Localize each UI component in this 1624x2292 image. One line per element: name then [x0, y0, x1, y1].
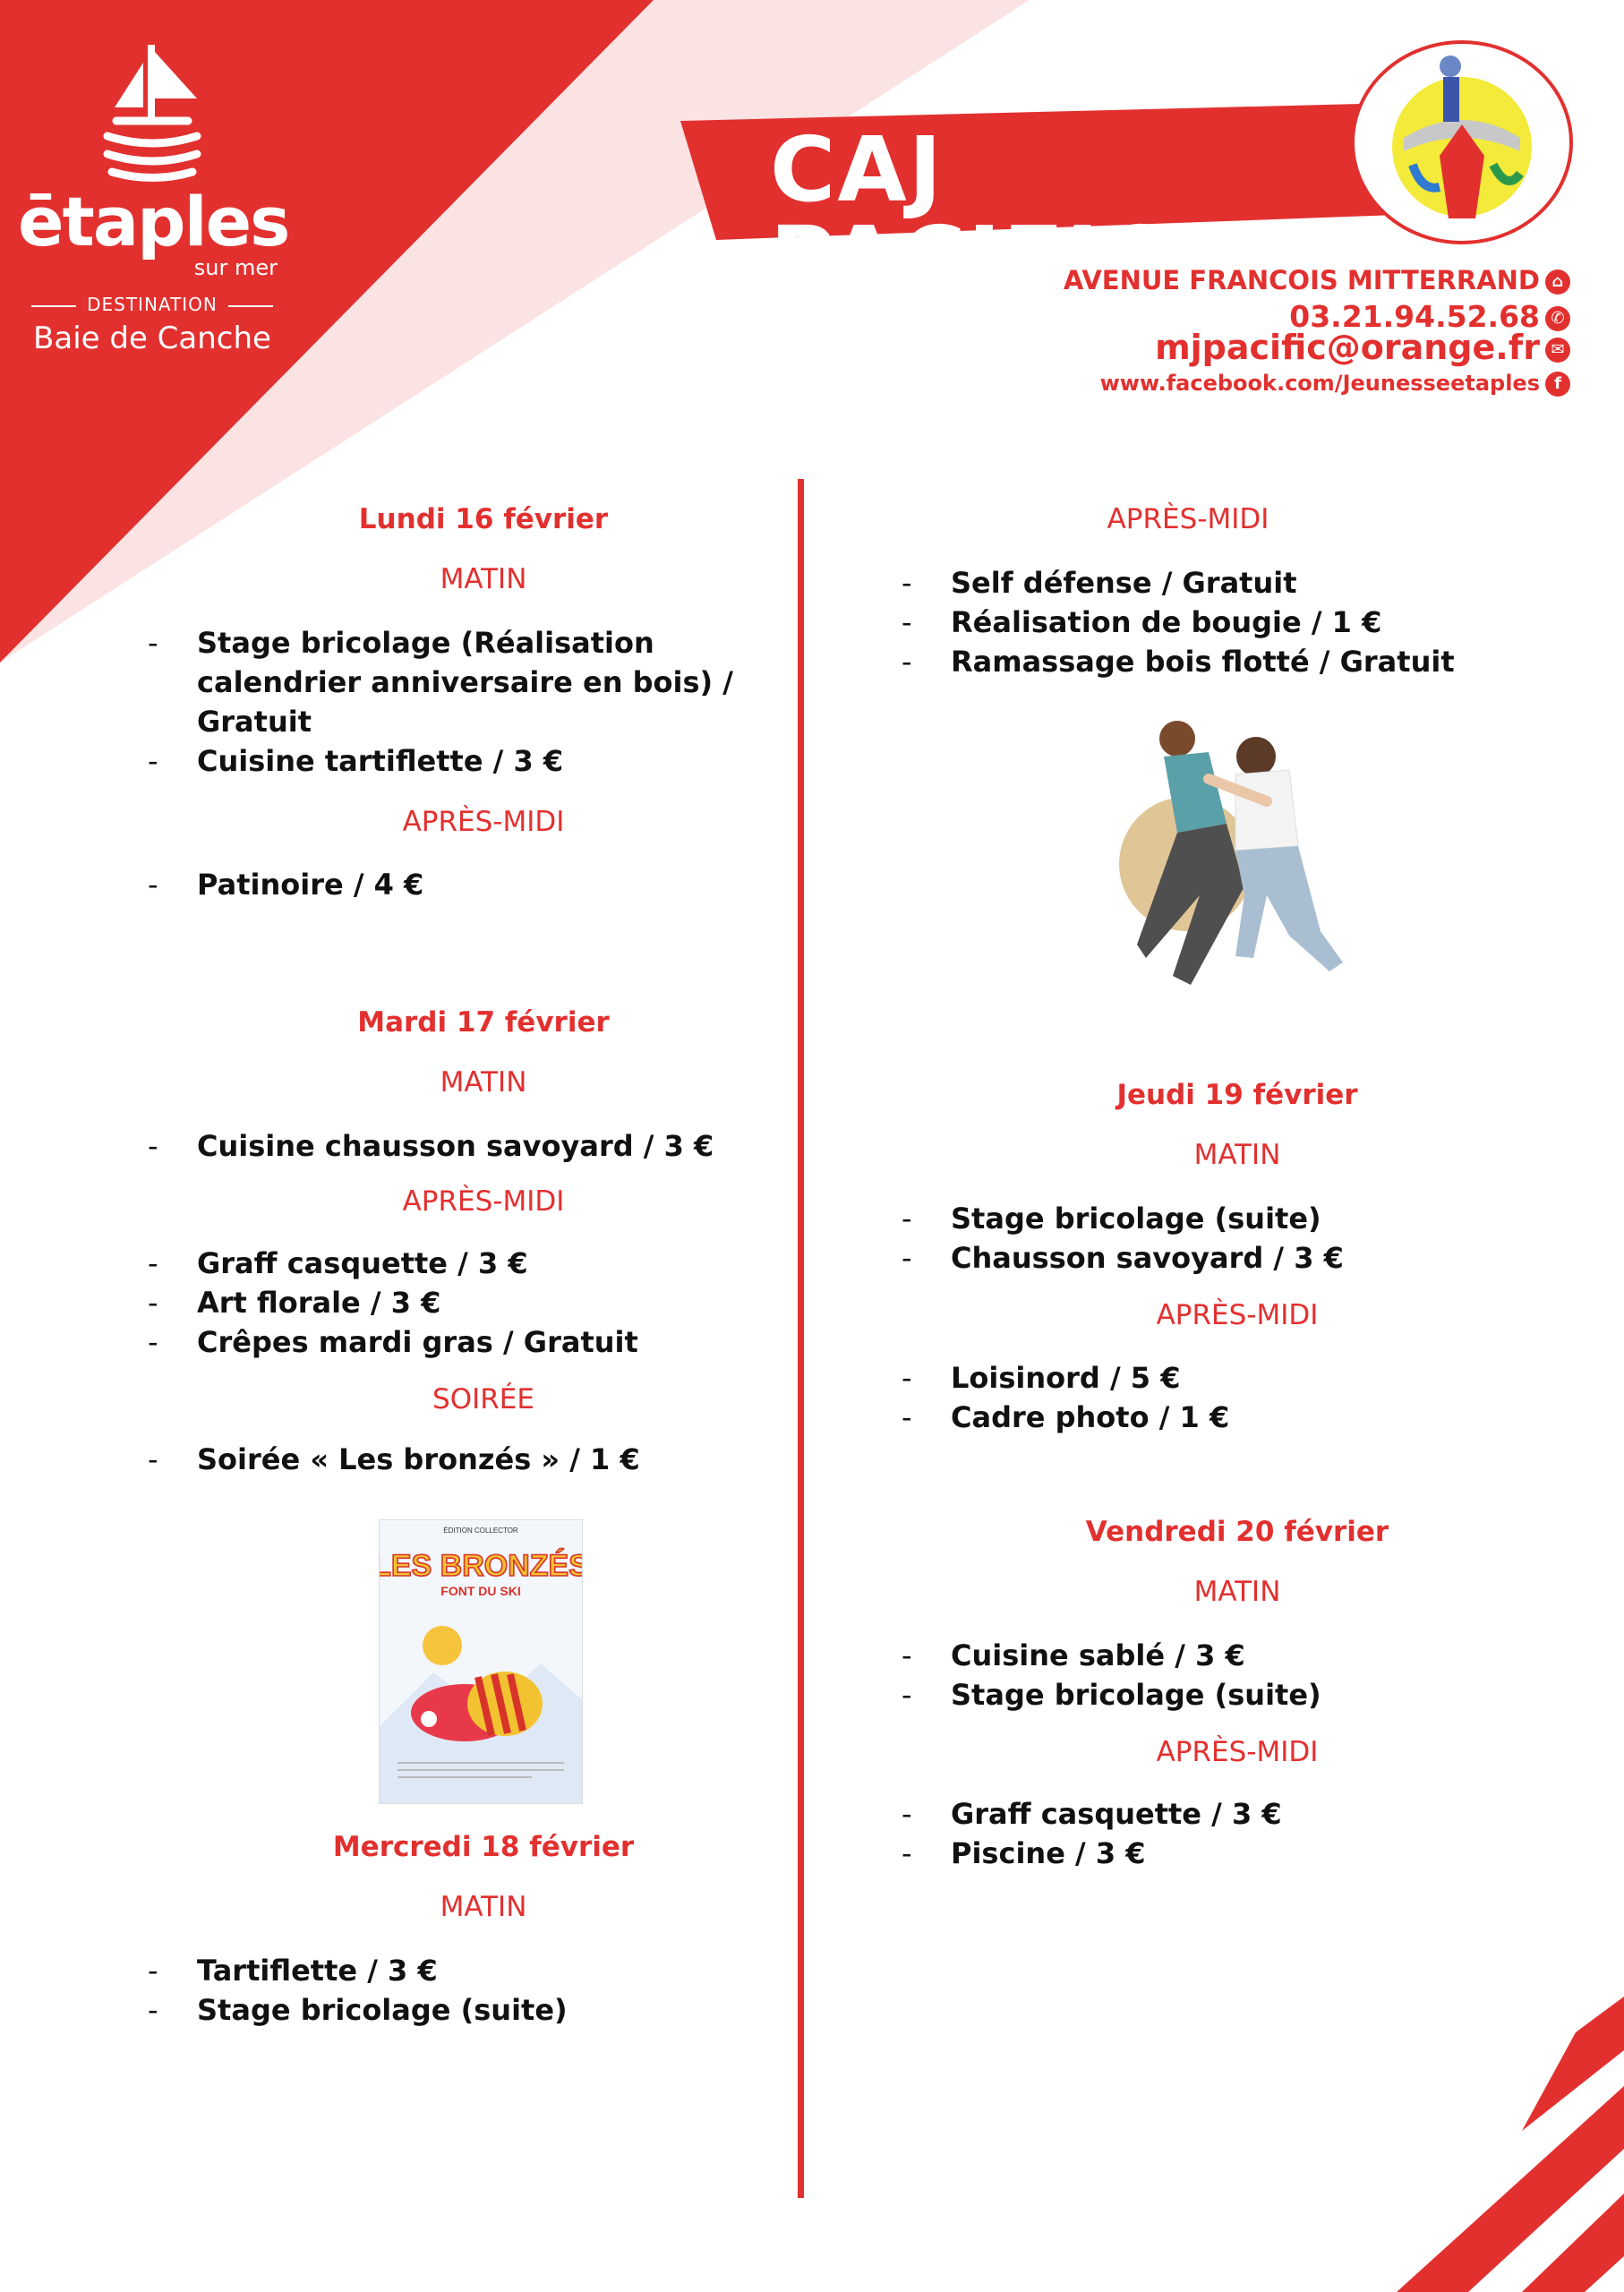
list-item: - Graff casquette / 3 € [134, 1244, 833, 1283]
etaples-wordmark: ētaples [18, 182, 289, 261]
period-heading-apres-midi: APRÈS-MIDI [402, 806, 565, 839]
period-heading-matin: MATIN [440, 1891, 527, 1924]
list-item: - Ramassage bois flotté / Gratuit [888, 642, 1586, 681]
list-item: - Art florale / 3 € [134, 1283, 833, 1322]
list-item: - Piscine / 3 € [888, 1834, 1586, 1873]
facebook-icon: f [1545, 372, 1570, 397]
activity-list [888, 1199, 1586, 1278]
list-item: - Stage bricolage (suite) [134, 1990, 833, 2030]
phone-text: 03.21.94.52.68 [1289, 299, 1540, 334]
activity-list [134, 1244, 833, 1362]
self-defense-illustration [1110, 716, 1415, 1003]
list-item: - Stage bricolage (suite) [888, 1199, 1586, 1238]
list-item: - Stage bricolage (Réalisation calendrier anniversaire en bois) / Gratuit [134, 623, 815, 741]
phone-icon: ✆ [1545, 306, 1570, 331]
list-item: - Cadre photo / 1 € [888, 1398, 1586, 1437]
list-item: - Self défense / Gratuit [888, 563, 1586, 603]
period-heading-apres-midi: APRÈS-MIDI [1156, 1299, 1319, 1332]
list-item: - Tartiflette / 3 € [134, 1951, 833, 1990]
period-heading-matin: MATIN [1193, 1575, 1281, 1608]
activity-list [134, 865, 833, 904]
period-heading-apres-midi: APRÈS-MIDI [1107, 503, 1269, 535]
right-column [888, 483, 1586, 681]
address-text: AVENUE FRANCOIS MITTERRAND [1063, 265, 1540, 295]
mail-icon: ✉ [1545, 338, 1570, 363]
period-heading-soiree: SOIRÉE [432, 1383, 534, 1416]
day-heading-jeudi: Jeudi 19 février [1116, 1079, 1358, 1111]
caj-pacific-logo [1350, 39, 1574, 245]
period-heading-apres-midi: APRÈS-MIDI [402, 1184, 565, 1218]
les-bronzes-poster [380, 1520, 582, 1803]
destination-label: DESTINATION [18, 294, 286, 315]
list-item: - Soirée « Les bronzés » / 1 € [134, 1440, 833, 1479]
activity-list [888, 563, 1586, 681]
activity-list [134, 1440, 833, 1479]
period-heading-apres-midi: APRÈS-MIDI [1156, 1735, 1319, 1768]
list-item: - Graff casquette / 3 € [888, 1794, 1586, 1834]
etaples-logo [18, 36, 289, 367]
home-icon: ⌂ [1545, 269, 1570, 295]
day-heading-lundi: Lundi 16 février [358, 503, 609, 535]
poster-edition: ÉDITION COLLECTOR [443, 1527, 518, 1535]
boat-icon [18, 36, 286, 184]
list-item: - Cuisine chausson savoyard / 3 € [134, 1126, 833, 1166]
activity-list [134, 1126, 833, 1166]
jeudi-section [888, 1079, 1586, 1873]
activity-list [888, 1358, 1586, 1437]
activity-list [134, 623, 833, 781]
activity-list [888, 1636, 1586, 1715]
baie-label: Baie de Canche [33, 321, 271, 356]
activity-list [888, 1794, 1586, 1873]
contact-address [1064, 265, 1570, 295]
left-column [134, 483, 833, 1479]
activity-list [134, 1951, 833, 2030]
day-heading-vendredi: Vendredi 20 février [1085, 1515, 1389, 1548]
page-title: CAJ PACIFIC [770, 117, 1169, 312]
facebook-text: www.facebook.com/Jeunesseetaples [1099, 371, 1540, 396]
list-item: - Patinoire / 4 € [134, 865, 833, 904]
day-heading-mercredi: Mercredi 18 février [332, 1831, 635, 1863]
period-heading-matin: MATIN [440, 1065, 527, 1099]
list-item: - Crêpes mardi gras / Gratuit [134, 1322, 833, 1362]
mercredi-section [134, 1831, 833, 2030]
poster-subtitle: FONT DU SKI [440, 1584, 521, 1598]
contact-email[interactable] [1155, 328, 1570, 367]
poster-title: LES BRONZÉS [380, 1549, 582, 1583]
list-item: - Stage bricolage (suite) [888, 1675, 1586, 1715]
list-item: - Cuisine sablé / 3 € [888, 1636, 1586, 1675]
period-heading-matin: MATIN [1193, 1139, 1281, 1172]
contact-facebook[interactable] [1100, 371, 1570, 397]
list-item: - Chausson savoyard / 3 € [888, 1238, 1586, 1278]
day-heading-mardi: Mardi 17 février [357, 1005, 610, 1039]
list-item: - Loisinord / 5 € [888, 1358, 1586, 1398]
list-item: - Réalisation de bougie / 1 € [888, 603, 1586, 642]
email-text: mjpacific@orange.fr [1155, 328, 1540, 367]
list-item: - Cuisine tartiflette / 3 € [134, 741, 833, 781]
etaples-sub: sur mer [193, 255, 278, 280]
period-heading-matin: MATIN [440, 563, 527, 596]
